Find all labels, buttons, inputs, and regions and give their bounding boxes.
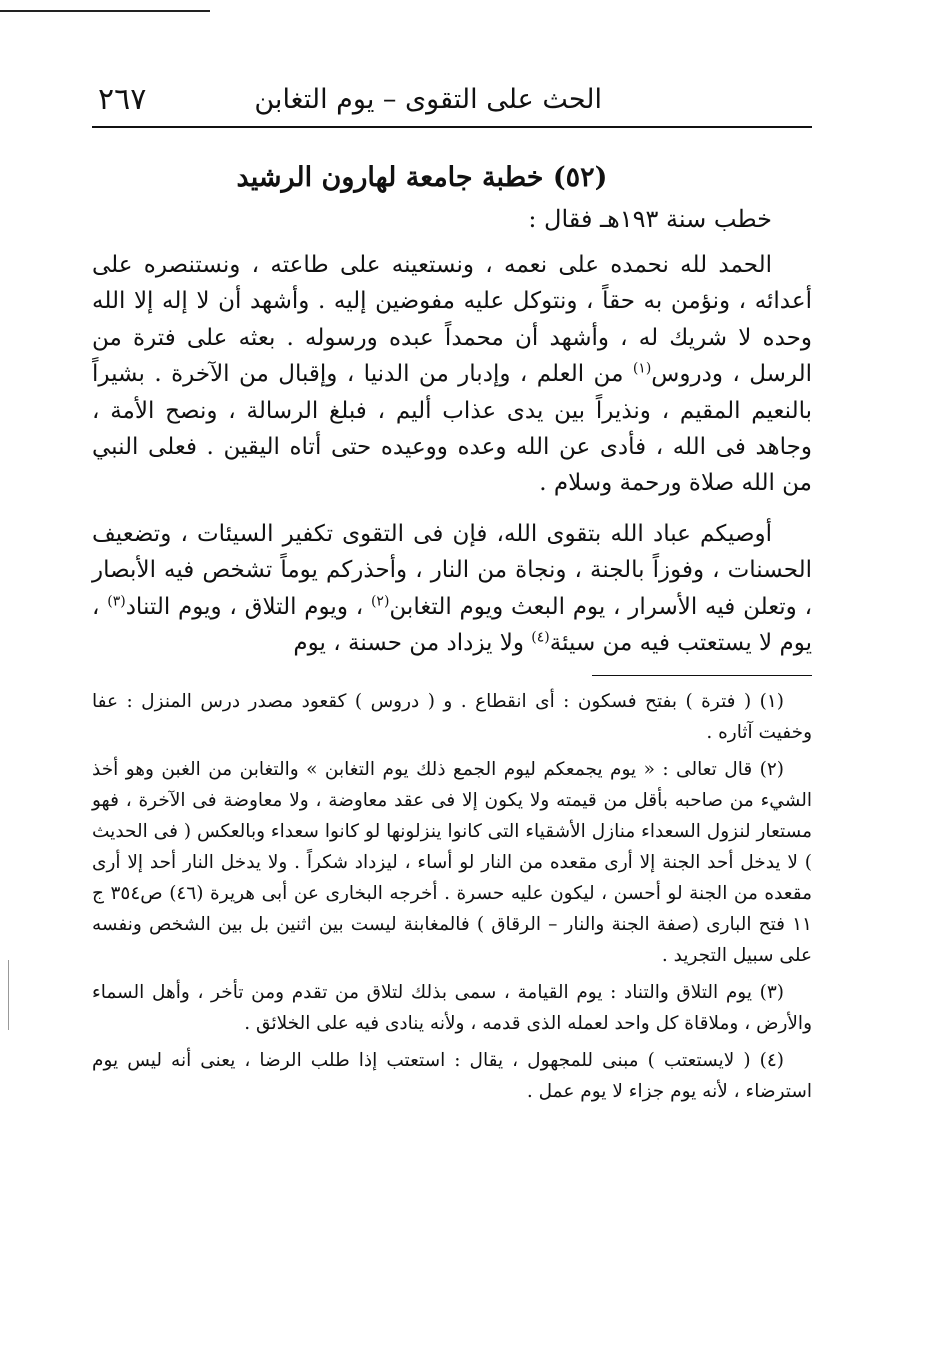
footnote-rule <box>592 675 812 676</box>
footnote-ref: (٢) <box>370 593 390 609</box>
paragraph-text: أوصيكم عباد الله بتقوى الله، فإن فى التقوى تكفير السيئات ، وتضعيف الحسنات ، وفوزاً بالجنة ، ونجاة من النار ، وأحذركم يوماً تشخص فيه الأبصار ، وتعلن فيه الأسرار ، يوم البعث ويوم التغابن <box>92 520 812 620</box>
scan-edge-line <box>0 10 210 12</box>
paragraph-text: من العلم ، وإدبار من الدنيا ، وإقبال من الآخرة . بشيراً بالنعيم المقيم ، ونذيراً بين يدى عذاب أليم ، فبلغ الرسالة ، ونصح الأمة ، وجاهد فى الله ، فأدى عن الله وعده ووعيده حتى أتاه اليقين . فعلى النبي من الله صلاة ورحمة وسلام . <box>92 361 812 497</box>
paragraph-text: ، ويوم التلاق ، ويوم التناد <box>125 593 371 620</box>
intro-line: خطب سنة ١٩٣هـ فقال : <box>528 205 772 233</box>
paragraph-text: ، يوم لا يستعتب فيه من سيئة <box>92 593 812 657</box>
running-header <box>92 70 812 126</box>
footnote-4: (٤) ( لايستعتب ) مبنى للمجهول ، يقال : استعتب إذا طلب الرضا ، يعنى أنه ليس يوم استرضاء ، لأنه يوم جزاء لا يوم عمل . <box>92 1050 812 1103</box>
body-paragraph <box>92 247 812 502</box>
paragraph-text: الحمد لله نحمده على نعمه ، ونستعينه على طاعته ، ونستنصره على أعدائه ، ونؤمن به حقاً ، ونتوكل عليه مفوضين إليه . وأشهد أن لا إله إلا الله وحده لا شريك له ، وأشهد أن محمداً عبده ورسوله . بعثه على فترة من الرسل ، ودروس <box>92 252 812 388</box>
book-page <box>92 70 812 1113</box>
header-rule <box>92 126 812 128</box>
footnote-3: (٣) يوم التلاق والتناد : يوم القيامة ، سمى بذلك لتلاق من تقدم ومن تأخر ، وأهل السماء والأرض ، وملاقاة كل واحد لعمله الذى قدمه ، ولأنه ينادى فيه على الخلائق . <box>92 982 812 1035</box>
footnote-1: (١) ( فترة ) بفتح فسكون : أى انقطاع . و ( دروس ) كقعود مصدر درس المنزل : عفا وخفيت آثاره . <box>92 691 812 744</box>
footnote-ref: (١) <box>632 360 652 377</box>
paragraph-text: ولا يزداد من حسنة ، يوم <box>293 630 532 657</box>
page-number: ٢٦٧ <box>98 82 147 117</box>
scan-margin-mark <box>8 960 9 1030</box>
footnotes <box>92 686 812 1107</box>
running-title: الحث على التقوى – يوم التغابن <box>254 84 602 115</box>
footnote-ref: (٣) <box>107 593 126 609</box>
footnote-ref: (٤) <box>531 629 550 646</box>
section-heading: (٥٢) خطبة جامعة لهارون الرشيد <box>236 162 608 193</box>
footnote-2: (٢) قال تعالى : « يوم يجمعكم ليوم الجمع ذلك يوم التغابن » والتغابن من الغبن وهو أخذ الشيء من صاحبه بأقل من قيمته ولا يكون إلا فى عقد معاوضة ، ولا معاوضة فى الآخرة ، فهو مستعار لنزول السعداء منازل الأشقياء التى كانوا ينزلونها لو كانوا سعداء وبالعكس ( فى الحديث ) لا يدخل أحد الجنة إلا أرى مقعده من النار لو أساء ، ليزداد شكراً . ولا يدخل النار أحد إلا أرى مقعده من الجنة لو أحسن ، ليكون عليه حسرة . أخرجه البخارى عن أبى هريرة (٤٦) ص٣٥٤ ج ١١ فتح البارى (صفة الجنة والنار – الرقاق ) فالمغابنة ليست بين اثنين بل بين الشخص ونفسه على سبيل التجريد . <box>92 759 812 967</box>
body-paragraph <box>92 516 812 662</box>
